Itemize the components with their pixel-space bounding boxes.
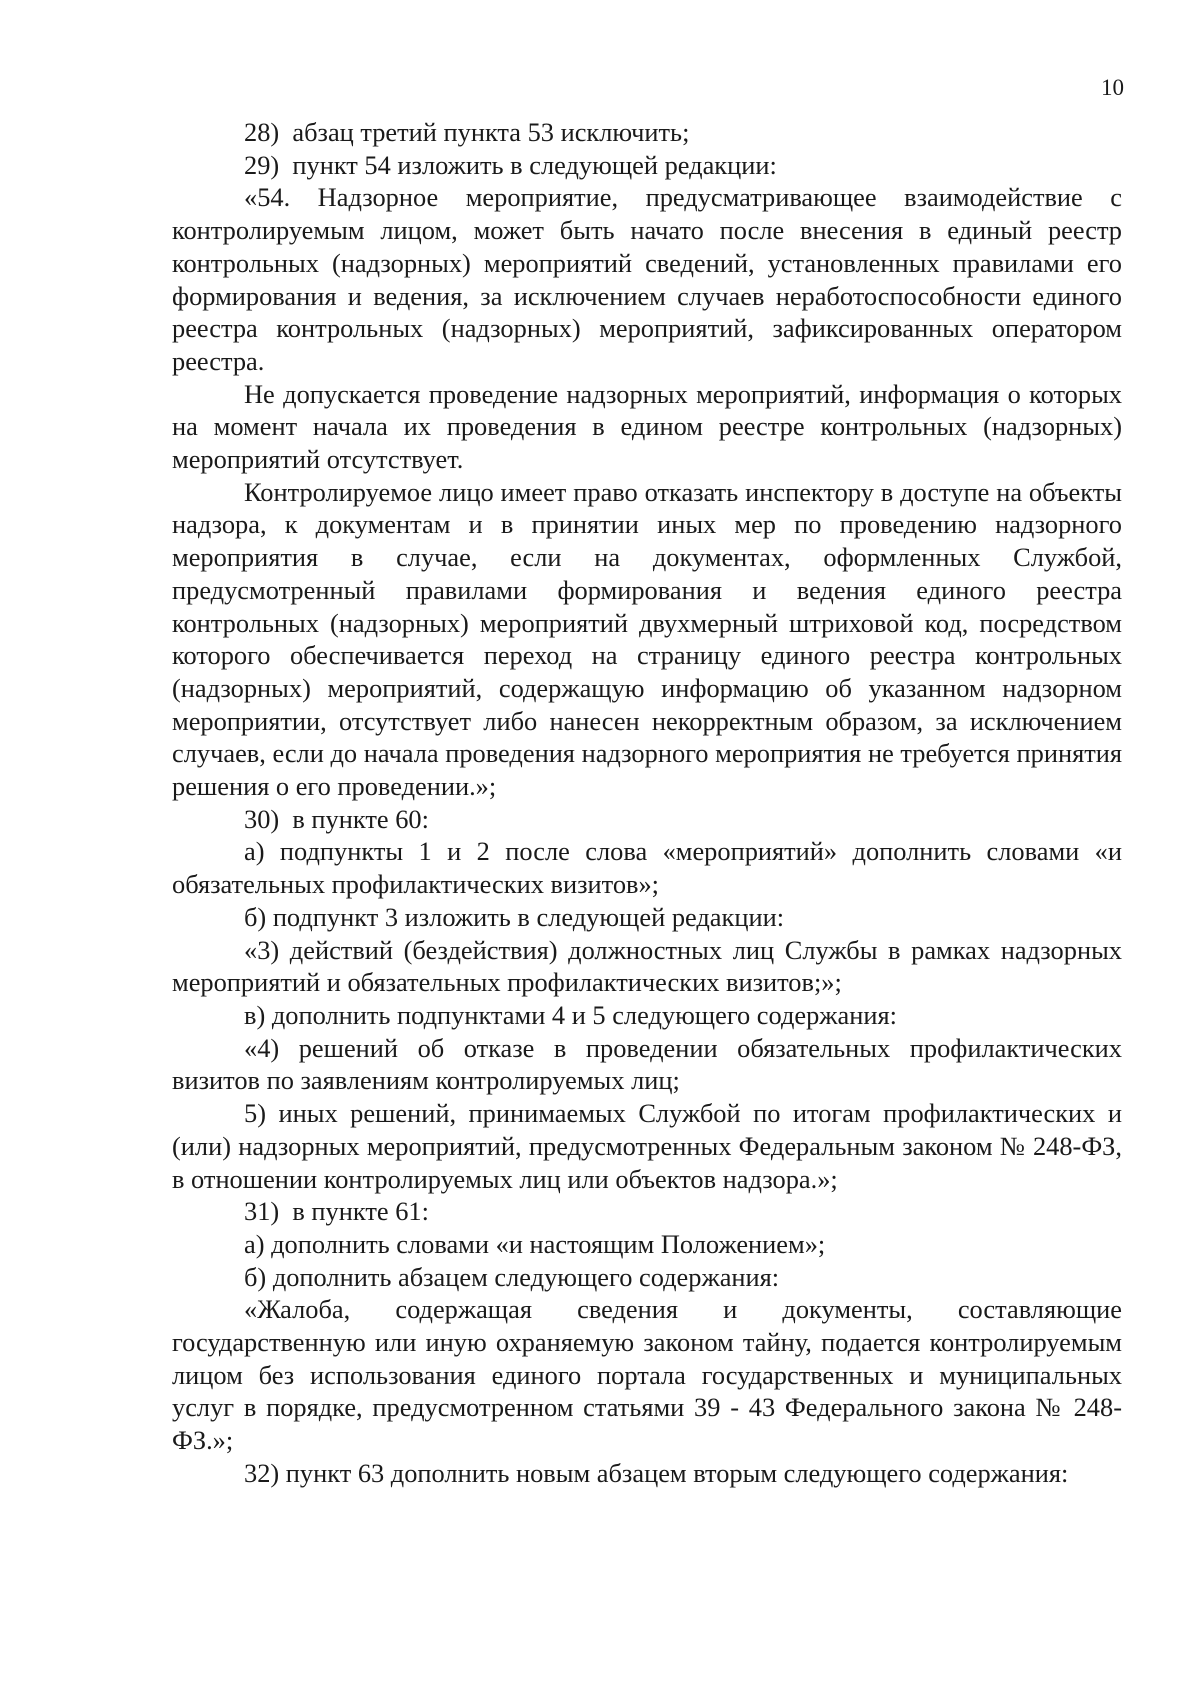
- page-number: 10: [1101, 75, 1124, 100]
- document-body: [172, 116, 1122, 1490]
- list-item-32: 32) пункт 63 дополнить новым абзацем вторым следующего содержания:: [244, 1457, 1069, 1488]
- quoted-subclause-5: 5) иных решений, принимаемых Службой по итогам профилактических и (или) надзорных мероприятий, предусмотренных Федеральным законом № 248-ФЗ, в отношении контролируемых лиц или объектов надзора.»;: [172, 1098, 1122, 1194]
- list-item-31: 31) в пункте 61:: [244, 1196, 429, 1227]
- subitem-v: в) дополнить подпунктами 4 и 5 следующего содержания:: [244, 999, 897, 1030]
- subitem-b: б) подпункт 3 изложить в следующей редакции:: [244, 901, 785, 932]
- list-item-29: 29) пункт 54 изложить в следующей редакции:: [244, 149, 777, 180]
- quoted-complaint-paragraph: «Жалоба, содержащая сведения и документы, составляющие государственную или иную охраняемую законом тайну, подается контролируемым лицом без использования единого портала государственных и муниципальных услуг в порядке, предусмотренном статьями 39 - 43 Федерального закона № 248-ФЗ.»;: [172, 1294, 1122, 1456]
- subitem-a: а) дополнить словами «и настоящим Положением»;: [244, 1228, 826, 1259]
- subitem-b: б) дополнить абзацем следующего содержания:: [244, 1261, 780, 1292]
- quoted-clause-54: «54. Надзорное мероприятие, предусматривающее взаимодействие с контролируемым лицом, может быть начато после внесения в единый реестр контрольных (надзорных) мероприятий сведений, установленных правилами его формирования и ведения, за исключением случаев неработоспособности единого реестра контрольных (надзорных) мероприятий, зафиксированных оператором реестра.: [172, 182, 1122, 376]
- quoted-subclause-3: «3) действий (бездействия) должностных лиц Службы в рамках надзорных мероприятий и обязательных профилактических визитов;»;: [172, 934, 1122, 998]
- paragraph: Не допускается проведение надзорных мероприятий, информация о которых на момент начала их проведения в едином реестре контрольных (надзорных) мероприятий отсутствует.: [172, 378, 1122, 475]
- subitem-a: а) подпункты 1 и 2 после слова «мероприятий» дополнить словами «и обязательных профилактических визитов»;: [172, 836, 1122, 900]
- list-item-30: 30) в пункте 60:: [244, 803, 429, 834]
- list-item-28: 28) абзац третий пункта 53 исключить;: [244, 117, 690, 147]
- paragraph: Контролируемое лицо имеет право отказать инспектору в доступе на объекты надзора, к документам и в принятии иных мер по проведению надзорного мероприятия в случае, если на документах, оформленных Службой, предусмотренный правилами формирования и ведения единого реестра контрольных (надзорных) мероприятий двухмерный штриховой код, посредством которого обеспечивается переход на страницу единого реестра контрольных (надзорных) мероприятий, содержащую информацию об указанном надзорном мероприятии, отсутствует либо нанесен некорректным образом, за исключением случаев, если до начала проведения надзорного мероприятия не требуется принятия решения о его проведении.»;: [172, 476, 1122, 802]
- quoted-subclause-4: «4) решений об отказе в проведении обязательных профилактических визитов по заявлениям контролируемых лиц;: [172, 1032, 1122, 1096]
